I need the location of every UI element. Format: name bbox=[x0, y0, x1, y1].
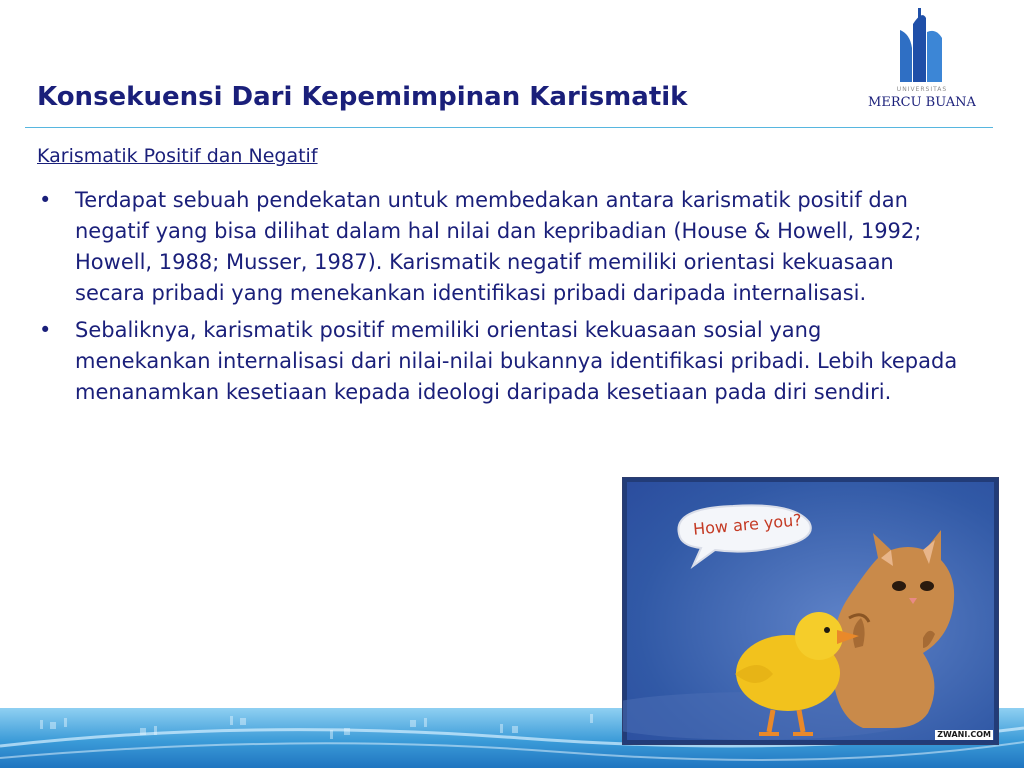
kitten-duckling-photo bbox=[622, 477, 999, 745]
image-watermark: ZWANI.COM bbox=[937, 730, 991, 739]
speech-bubble-text: How are you? bbox=[692, 510, 803, 539]
bullet-marker: • bbox=[39, 318, 52, 342]
bullet-text: Terdapat sebuah pendekatan untuk membedakan antara karismatik positif dan negatif yang bisa dilihat dalam hal nilai dan kepribadian (House & Howell, 1992; Howell, 1988; Musser, 1987). Karismatik negatif memiliki orientasi kekuasaan secara pribadi yang menekankan identifikasi pribadi daripada internalisasi. bbox=[75, 188, 922, 305]
bullet-text: Sebaliknya, karismatik positif memiliki orientasi kekuasaan sosial yang menekankan internalisasi dari nilai-nilai bukannya identifikasi pribadi. Lebih kepada menanamkan kesetiaan kepada ideologi daripada kesetiaan pada diri sendiri. bbox=[75, 318, 958, 404]
bullet-item bbox=[37, 315, 962, 408]
logo-wordmark: MERCU BUANA bbox=[868, 95, 976, 110]
university-logo bbox=[858, 8, 984, 116]
logo-tagline: UNIVERSITAS bbox=[896, 86, 948, 93]
mercu-buana-emblem-icon bbox=[898, 8, 946, 84]
bullet-marker: • bbox=[39, 188, 52, 212]
kitten-duckling-illustration bbox=[623, 478, 998, 744]
section-subheading: Karismatik Positif dan Negatif bbox=[37, 145, 318, 167]
bullet-item bbox=[37, 185, 962, 309]
bullet-list bbox=[37, 185, 962, 414]
slide-title: Konsekuensi Dari Kepemimpinan Karismatik bbox=[37, 82, 688, 112]
title-divider bbox=[25, 127, 993, 128]
